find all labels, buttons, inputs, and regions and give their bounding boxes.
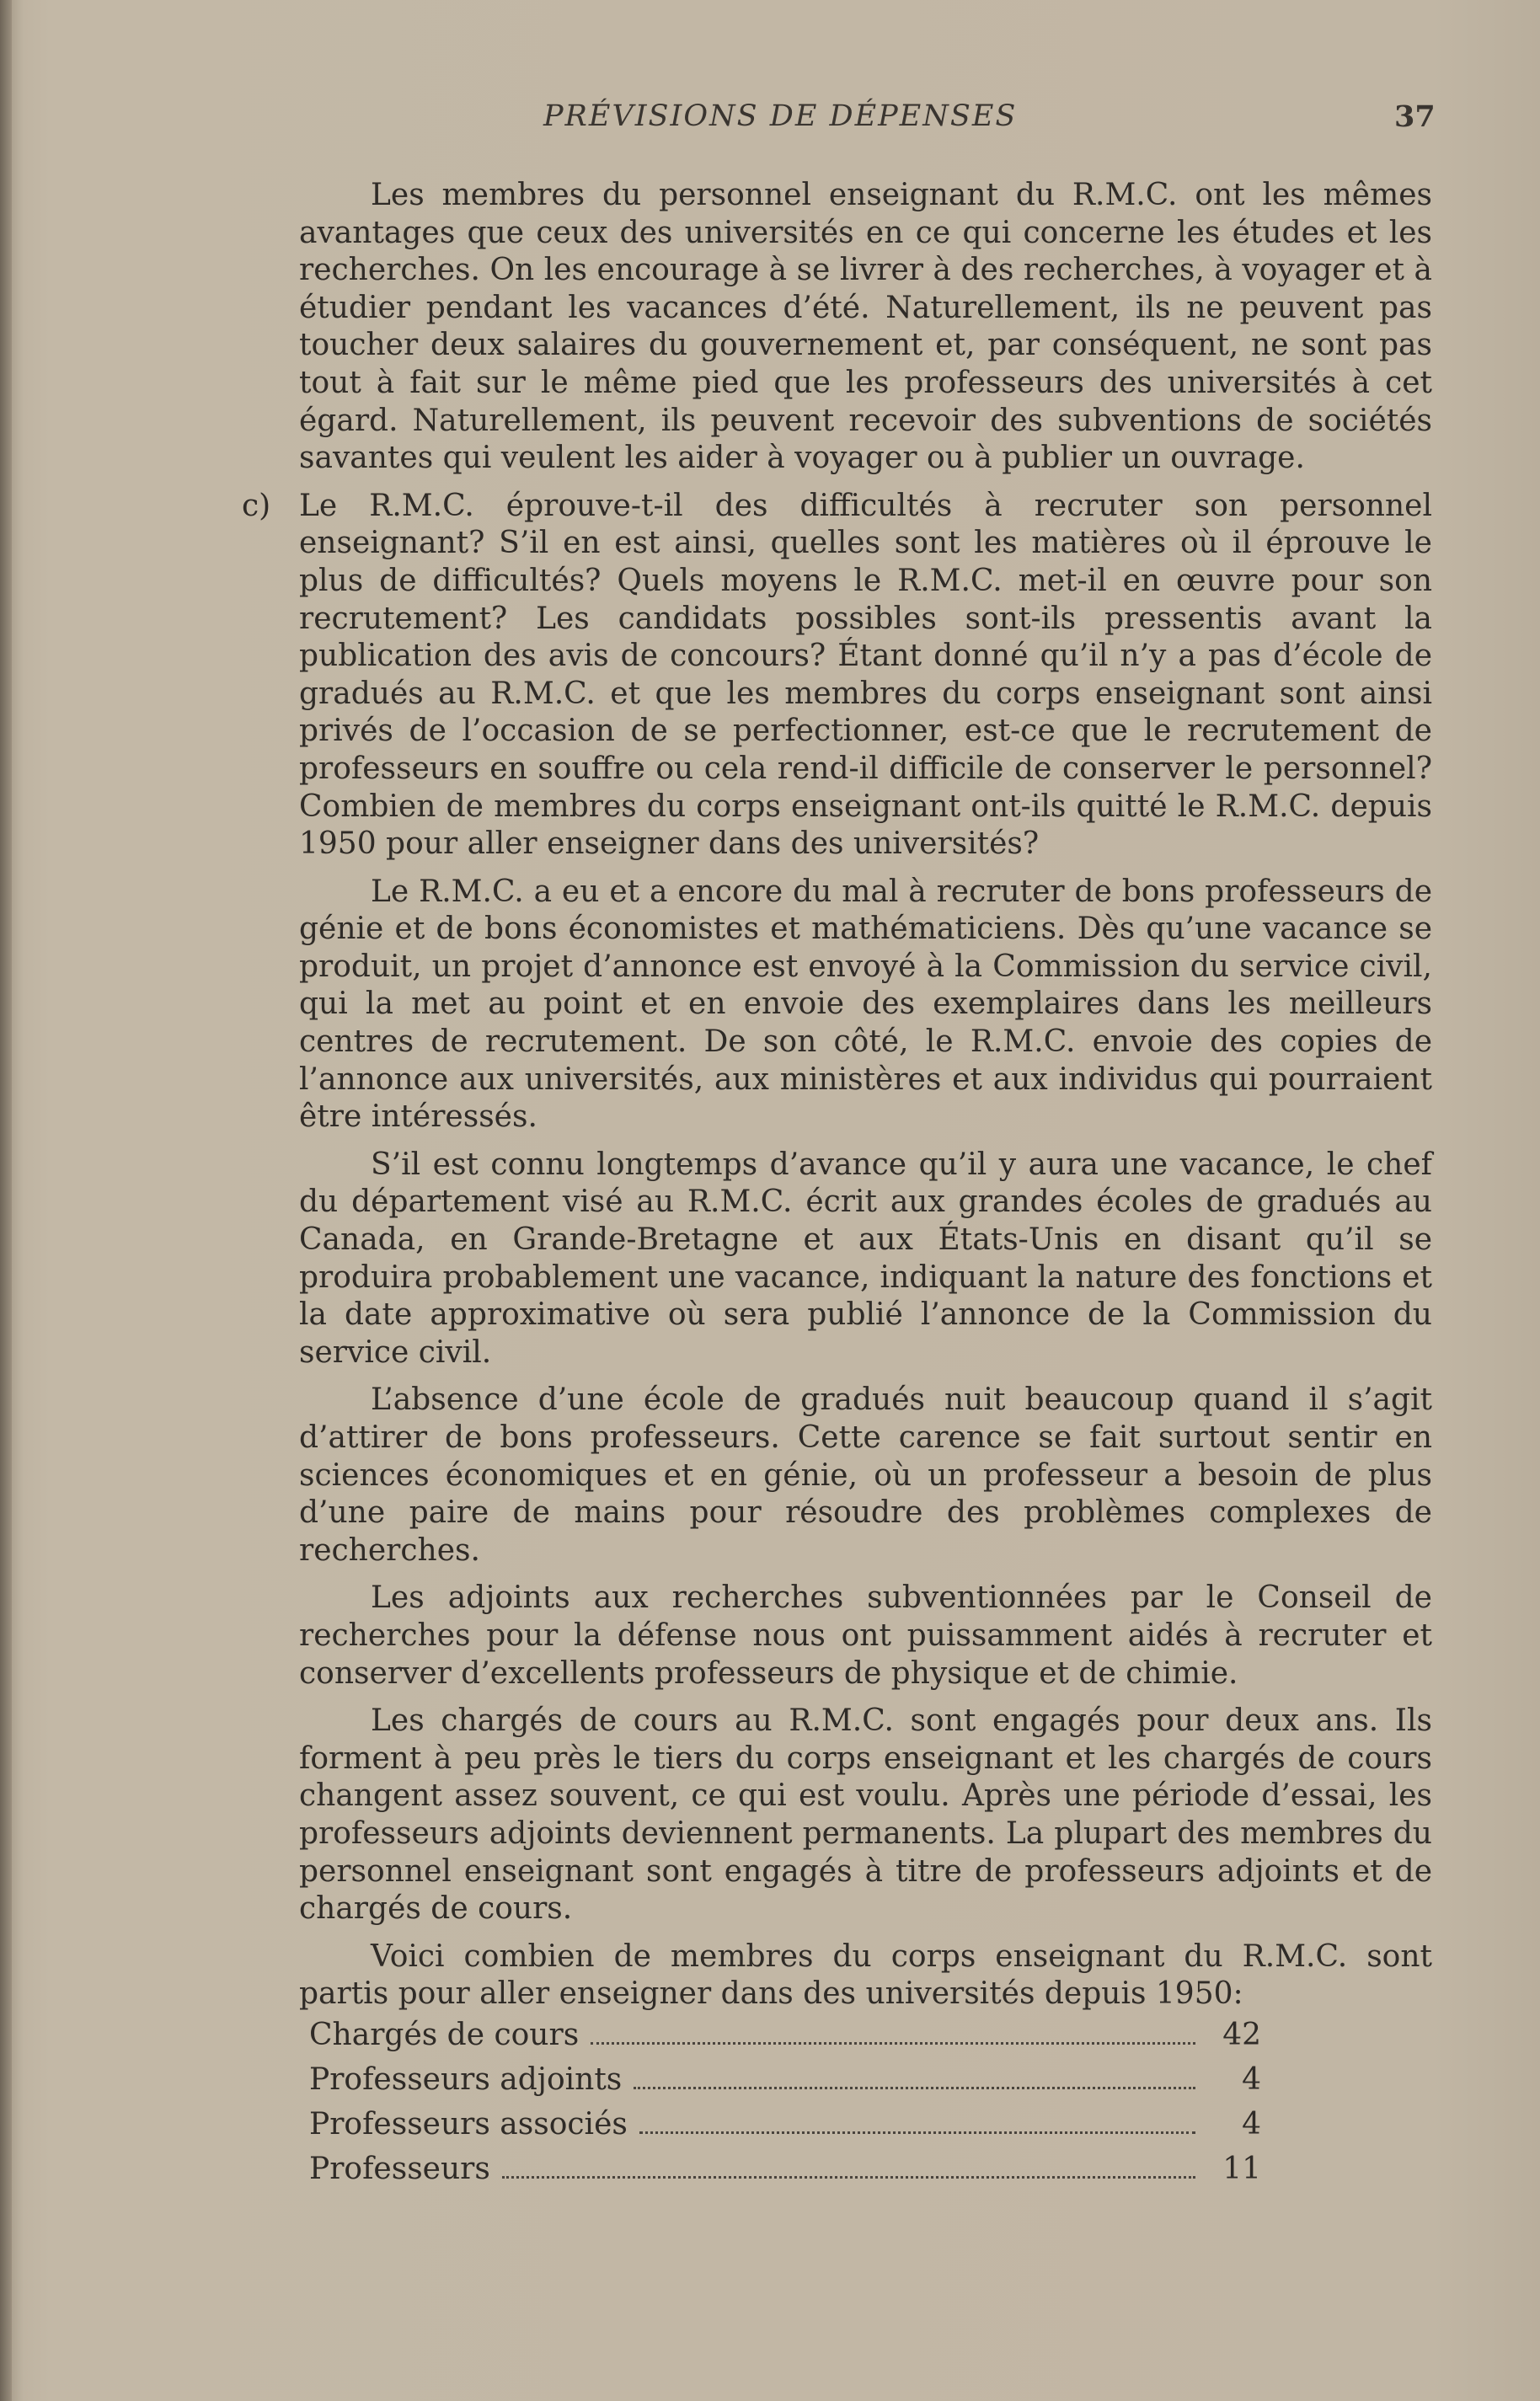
list-item-label: Professeurs adjoints: [309, 2061, 623, 2097]
list-item: [309, 2106, 1261, 2151]
book-spine-edge: [0, 0, 12, 2401]
list-item-value: 4: [1242, 2106, 1261, 2142]
list-item-label: Professeurs associés: [309, 2106, 628, 2142]
dot-leader: [634, 2086, 1195, 2089]
paragraph-research-advantages: Les membres du personnel enseignant du R.M.C. ont les mêmes avantages que ceux des universités en ce qui concerne les études et les recherches. On les encourage à se livrer à des recherches, à voyager et à étudier pendant les vacances d’été. Naturellement, ils ne peuvent pas toucher deux salaires du gouvernement et, par conséquent, ne sont pas tout à fait sur le même pied que les professeurs des universités à cet égard. Naturellement, ils peuvent recevoir des subventions de sociétés savantes qui veulent les aider à voyager ou à publier un ouvrage.: [299, 178, 1432, 476]
list-item-label: Chargés de cours: [309, 2017, 580, 2052]
dot-leader: [591, 2041, 1195, 2045]
paragraph-advance-notice: S’il est connu longtemps d’avance qu’il y aura une vacance, le chef du département visé au R.M.C. écrit aux grandes écoles de gradués au Canada, en Grande-Bretagne et aux États-Unis en disant qu’il se produira probablement une vacance, indiquant la nature des fonctions et la date approximative où sera publié l’annonce de la Commission du service civil.: [299, 1147, 1432, 1370]
list-item: [309, 2151, 1261, 2195]
paragraph-graduate-school: L’absence d’une école de gradués nuit beaucoup quand il s’agit d’attirer de bons professeurs. Cette carence se fait surtout sentir en sciences économiques et en génie, où un professeur a besoin de plus d’une paire de mains pour résoudre des problèmes complexes de recherches.: [299, 1382, 1432, 1568]
paragraph-research-assistants: Les adjoints aux recherches subventionnées par le Conseil de recherches pour la défense nous ont puissamment aidés à recruter et conserver d’excellents professeurs de physique et de chimie.: [299, 1580, 1432, 1691]
body-text: [242, 177, 1432, 2195]
question-marker: c): [242, 488, 271, 523]
list-item: [309, 2061, 1261, 2106]
list-item-value: 4: [1242, 2061, 1261, 2097]
list-item-value: 11: [1222, 2151, 1261, 2186]
page-number: 37: [1394, 99, 1436, 134]
dot-leader: [502, 2175, 1195, 2179]
question-c: [242, 488, 1432, 864]
paragraph-recruitment: Le R.M.C. a eu et a encore du mal à recruter de bons professeurs de génie et de bons économistes et mathématiciens. Dès qu’une vacance se produit, un projet d’annonce est envoyé à la Commission du service civil, qui la met au point et en envoie des exemplaires dans les meilleurs centres de recrutement. De son côté, le R.M.C. envoie des copies de l’annonce aux universités, aux ministères et aux individus qui pourraient être intéressés.: [299, 874, 1432, 1135]
list-item-label: Professeurs: [309, 2151, 490, 2186]
list-item: [309, 2017, 1261, 2061]
list-item-value: 42: [1222, 2017, 1261, 2052]
question-text: Le R.M.C. éprouve-t-il des difficultés à recruter son personnel enseignant? S’il en est ainsi, quelles sont les matières où il éprouve le plus de difficultés? Quels moyens le R.M.C. met-il en œuvre pour son recrutement? Les candidats possibles sont-ils pressentis avant la publication des avis de concours? Étant donné qu’il n’y a pas d’école de gradués au R.M.C. et que les membres du corps enseignant sont ainsi privés de l’occasion de se perfectionner, est-ce que le recrutement de professeurs en souffre ou cela rend-il difficile de conserver le personnel? Combien de membres du corps enseignant ont-ils quitté le R.M.C. depuis 1950 pour aller enseigner dans des universités?: [299, 488, 1432, 862]
paragraph-departures-intro: Voici combien de membres du corps enseignant du R.M.C. sont partis pour aller enseigner dans des universités depuis 1950:: [299, 1938, 1432, 2012]
running-head: PRÉVISIONS DE DÉPENSES: [543, 99, 1018, 133]
departures-list: [299, 2017, 1432, 2195]
paragraph-lecturers: Les chargés de cours au R.M.C. sont engagés pour deux ans. Ils forment à peu près le tiers du corps enseignant et les chargés de cours changent assez souvent, ce qui est voulu. Après une période d’essai, les professeurs adjoints deviennent permanents. La plupart des membres du personnel enseignant sont engagés à titre de professeurs adjoints et de chargés de cours.: [299, 1703, 1432, 1927]
page-header: [0, 99, 1540, 150]
dot-leader: [639, 2131, 1195, 2134]
